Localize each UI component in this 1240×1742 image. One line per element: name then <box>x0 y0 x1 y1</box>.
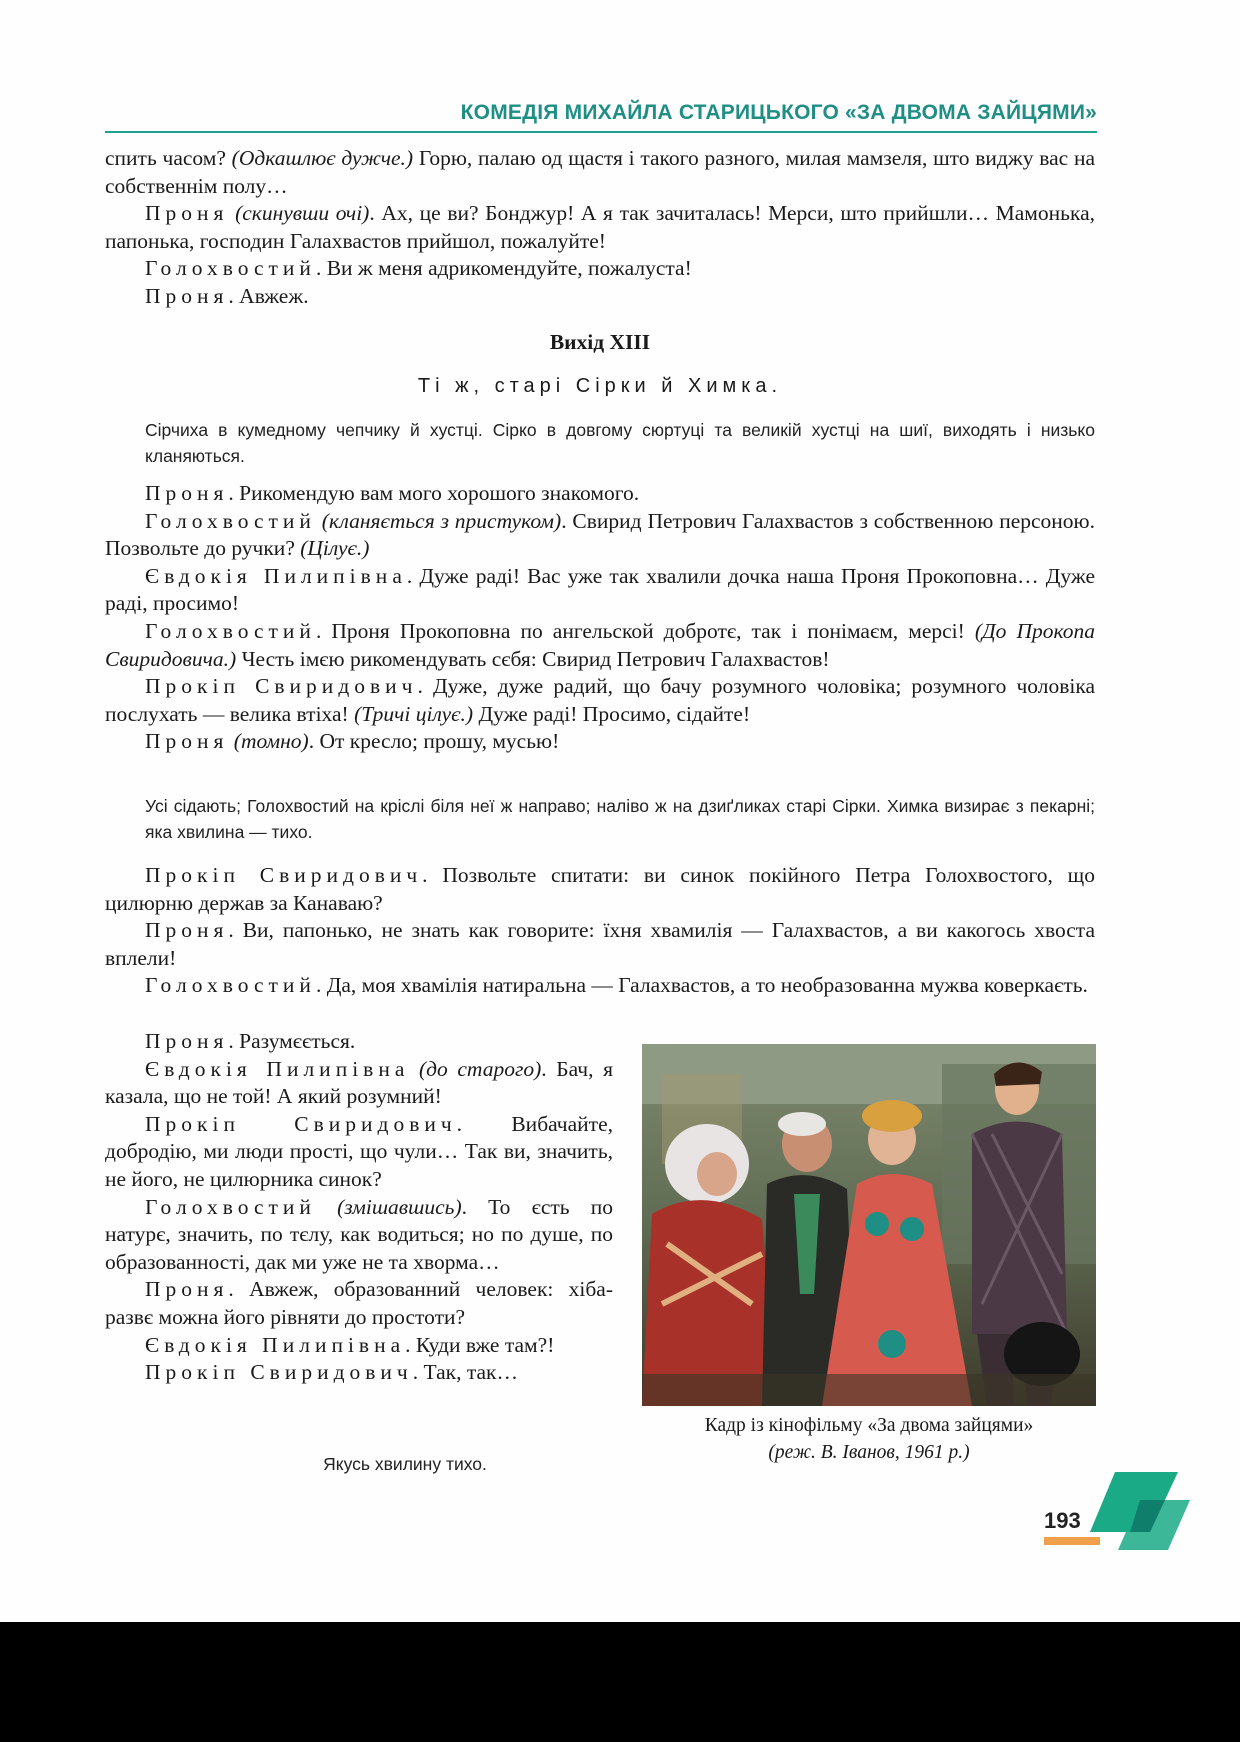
stage-direction: (Тричі цілує.) <box>354 701 474 726</box>
paragraph: спить часом? (Одкашлює дужче.) Горю, палаю од щастя і такого разного, милая мамзеля, што виджу вас на собственнім полу… <box>105 146 1095 198</box>
paragraph: Прокіп Свиридович. Так, так… <box>145 1360 518 1385</box>
paragraph: Проня (томно). От кресло; прошу, мусью! <box>145 729 560 754</box>
paragraph: Голохвостий (змішавшись). То єсть по натурє, значить, по тєлу, как водиться; но по душе, по образованності, дак ми уже не та хворма… <box>105 1194 613 1274</box>
paragraph: Проня. Рикомендую вам мого хорошого знакомого. <box>145 481 640 505</box>
paragraph: Проня. Авжеж, образованний человек: хіба-развє можна його рівняти до простоти? <box>105 1277 613 1329</box>
speaker-name: Голохвостий <box>145 1194 316 1219</box>
film-still-photo <box>642 1044 1096 1406</box>
stage-direction: (Одкашлює дужче.) <box>231 146 414 170</box>
speaker-name: Проня <box>145 283 229 308</box>
speaker-name: Проня <box>145 918 229 943</box>
paragraph: Голохвостий. Проня Прокоповна по ангельской добротє, так і понімаєм, мерсі! (До Прокопа Свиридовича.) Честь імєю рикомендувать сєбя: Свирид Петрович Галахвастов! <box>105 618 1095 671</box>
speaker-name: Прокіп Свиридович <box>145 1360 413 1385</box>
speaker-name: Євдокія Пилипівна <box>145 1332 406 1357</box>
stage-direction: (кланяється з пристуком) <box>315 508 562 533</box>
speaker-name: Прокіп Свиридович <box>145 1111 457 1136</box>
speaker-name: Проня <box>145 1029 229 1053</box>
stage-direction: (Цілує.) <box>300 536 370 561</box>
stage-remark: Якусь хвилину тихо. <box>323 1454 487 1474</box>
paragraph: Євдокія Пилипівна (до старого). Бач, я казала, що не той! А який розумний! <box>105 1056 613 1109</box>
top-text-block <box>105 145 1095 311</box>
corner-decoration <box>1090 1470 1190 1552</box>
film-still-illustration <box>642 1044 1096 1406</box>
speaker-name: Проня <box>145 729 229 754</box>
stage-direction: (скинувши очі) <box>228 201 370 226</box>
photo-caption <box>642 1412 1096 1466</box>
left-column-text <box>105 1028 613 1387</box>
header-title: КОМЕДІЯ МИХАЙЛА СТАРИЦЬКОГО «ЗА ДВОМА ЗАЙЦЯМИ» <box>460 101 1097 124</box>
caption-line: Кадр із кінофільму «За двома зайцями» <box>704 1415 1034 1436</box>
paragraph: Проня. Разумєється. <box>145 1029 356 1053</box>
caption-line: (реж. В. Іванов, 1961 р.) <box>768 1442 970 1463</box>
speaker-name: Проня <box>145 481 229 505</box>
speaker-name: Євдокія Пилипівна <box>145 1056 410 1081</box>
paragraph: Проня. Авжеж. <box>145 283 309 308</box>
paragraph: Голохвостий (кланяється з пристуком). Свирид Петрович Галахвастов з собственною персоною. Позвольте до ручки? (Цілує.) <box>105 508 1095 561</box>
stage-direction: (томно) <box>228 729 309 754</box>
stage-direction: (До Прокопа Свиридовича.) <box>105 618 1095 671</box>
speaker-name: Голохвостий <box>145 508 316 533</box>
speaker-name: Голохвостий <box>145 618 316 643</box>
paragraph: Прокіп Свиридович. Позвольте спитати: ви синок покійного Петра Голохвостого, що цилюрню держав за Канаваю? <box>105 863 1095 915</box>
speaker-name: Євдокія Пилипівна <box>145 563 407 588</box>
speaker-name: Прокіп Свиридович <box>145 674 418 699</box>
speaker-name: Проня <box>145 1277 229 1302</box>
speaker-name: Голохвостий <box>145 973 316 998</box>
middle-text-block <box>105 480 1095 756</box>
running-header <box>105 101 1097 133</box>
page-number: 193 <box>1044 1508 1081 1533</box>
paragraph: Євдокія Пилипівна. Куди вже там?! <box>145 1332 555 1357</box>
speaker-name: Прокіп Свиридович <box>145 863 423 887</box>
scene-heading: Вихід XIII <box>549 330 651 354</box>
stage-direction: (змішавшись) <box>315 1194 462 1219</box>
paragraph: Проня. Ви, папонько, не знать как говорите: їхня хвамилія — Галахвастов, а ви какогось хвоста вплели! <box>105 918 1095 970</box>
paragraph: Голохвостий. Да, моя хвамілія натиральна — Галахвастов, а то необразованна мужва коверкаєть. <box>145 973 1088 998</box>
stage-remark: Сірчиха в кумедному чепчику й хустці. Сірко в довгому сюртуці та великій хустці на шиї, виходять і низько кланяються. <box>145 420 1095 466</box>
paragraph: Проня (скинувши очі). Ах, це ви? Бонджур! А я так зачиталась! Мерси, што прийшли… Мамонька, папонька, господин Галахвастов прийшол, пожалуйте! <box>105 201 1095 253</box>
paragraph: Євдокія Пилипівна. Дуже раді! Вас уже так хвалили дочка наша Проня Прокоповна… Дуже раді, просимо! <box>105 563 1095 616</box>
lower-text-block <box>105 862 1095 1000</box>
scene-cast: Ті ж, старі Сірки й Химка. <box>417 375 783 397</box>
stage-remark: Усі сідають; Голохвостий на кріслі біля неї ж направо; наліво ж на дзиґликах старі Сірки. Химка визирає з пекарні; яка хвилина — тихо. <box>145 796 1095 842</box>
stage-direction: (до старого) <box>409 1056 542 1081</box>
speaker-name: Проня <box>145 201 229 226</box>
paragraph: Голохвостий. Ви ж меня адрикомендуйте, пожалуста! <box>145 256 692 281</box>
speaker-name: Голохвостий <box>145 256 316 281</box>
paragraph: Прокіп Свиридович. Дуже, дуже радий, що бачу розумного чоловіка; розумного чоловіка послухать — велика втіха! (Тричі цілує.) Дуже раді! Просимо, сідайте! <box>105 674 1095 726</box>
paragraph: Прокіп Свиридович. Вибачайте, добродію, ми люди прості, що чули… Так ви, значить, не його, не цилюрника синок? <box>105 1111 613 1191</box>
